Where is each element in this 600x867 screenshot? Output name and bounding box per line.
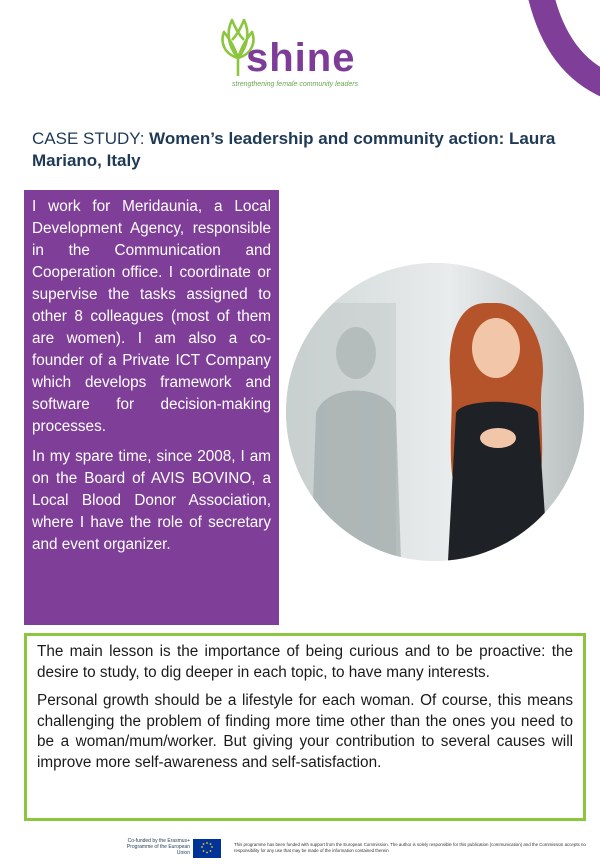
disclaimer-text: This programme has been funded with support from the European Commission. The author is solely responsible for this publication (communication) and the Commission accepts no responsibility for any use that may be made of the information contained therein — [234, 842, 586, 853]
lesson-paragraph: Personal growth should be a lifestyle for each woman. Of course, this means challenging the problem of finding more time other than the ones you need to be a woman/mum/worker. But giving your contribution to several causes will improve more self-awareness and self-satisfaction. — [37, 692, 573, 771]
portrait-photo — [286, 263, 584, 561]
eu-cofunded-text: Co-funded by the Erasmus+ Programme of the European Union — [126, 838, 190, 856]
eu-flag-icon — [193, 839, 221, 858]
profile-box — [24, 190, 279, 625]
title-lead: CASE STUDY: — [32, 129, 150, 148]
profile-paragraph: I work for Meridaunia, a Local Development Agency, responsible in the Communication and Cooperation office. I coordinate or supervise the tasks assigned to other 8 colleagues (most of them are women). I am also a co-founder of a Private ICT Company which develops framework and software for decision-making processes. — [32, 198, 271, 435]
page-title — [32, 128, 580, 172]
brand-name: shine — [246, 36, 356, 80]
profile-paragraph: In my spare time, since 2008, I am on the Board of AVIS BOVINO, a Local Blood Donor Association, where I have the role of secretary and event organizer. — [32, 448, 271, 553]
brand-tagline: strengthening female community leaders — [232, 81, 359, 88]
lesson-paragraph: The main lesson is the importance of being curious and to be proactive: the desire to study, to dig deeper in each topic, to have many interests. — [37, 643, 573, 681]
title-text: Women’s leadership and community action: Laura Mariano, Italy — [32, 129, 556, 170]
lesson-box — [24, 633, 586, 821]
decorative-arc — [490, 0, 600, 110]
